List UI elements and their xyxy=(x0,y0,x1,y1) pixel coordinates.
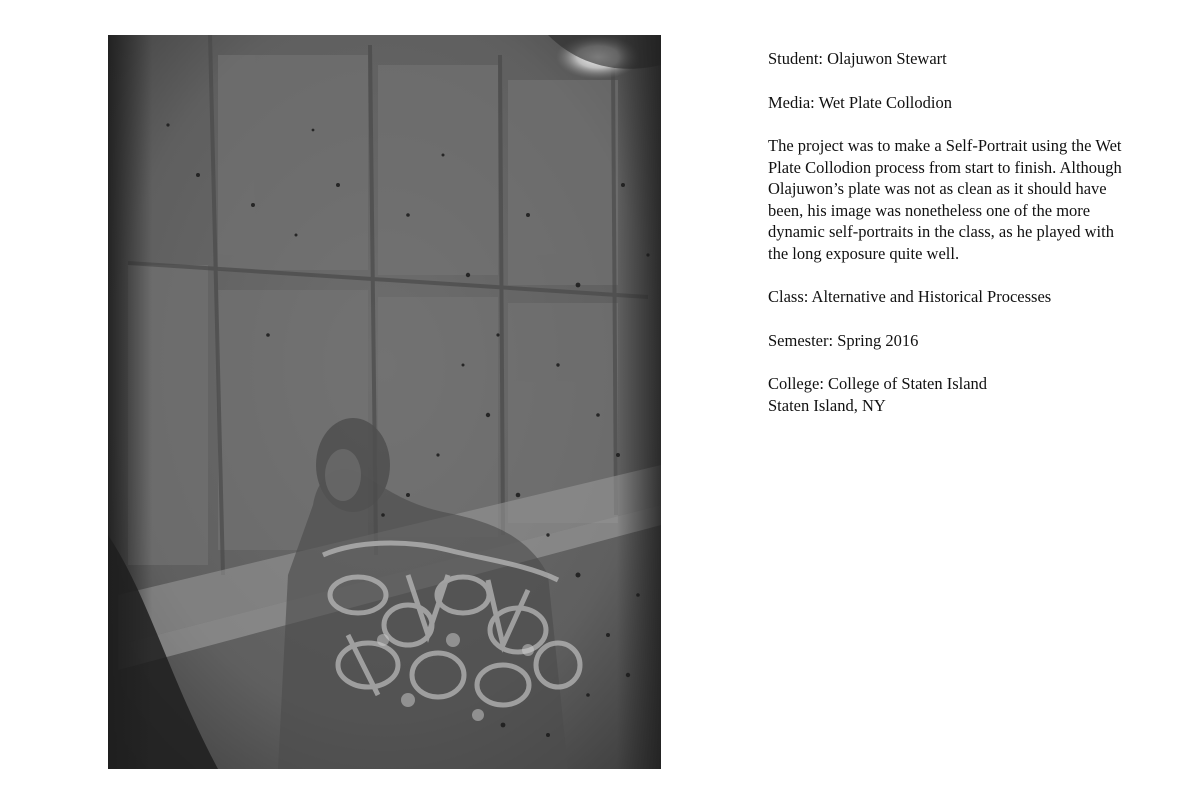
caption-block xyxy=(768,48,1128,438)
location-line: Staten Island, NY xyxy=(768,395,886,415)
project-description: The project was to make a Self-Portrait using the Wet Plate Collodion process from start to finish. Although Olajuwon’s plate was not as clean as it should have been, his image was nonetheless one of the more dynamic self-portraits in the class, as he played with the long exposure quite well. xyxy=(768,136,1122,263)
college-line: College: College of Staten Island xyxy=(768,374,988,393)
student-line: Student: Olajuwon Stewart xyxy=(768,49,947,68)
college-block xyxy=(768,373,1128,416)
class-line: Class: Alternative and Historical Processes xyxy=(768,287,1052,306)
photo-illustration xyxy=(108,35,661,769)
media-line: Media: Wet Plate Collodion xyxy=(768,92,952,112)
semester-line: Semester: Spring 2016 xyxy=(768,330,919,350)
wet-plate-photo xyxy=(108,35,661,769)
